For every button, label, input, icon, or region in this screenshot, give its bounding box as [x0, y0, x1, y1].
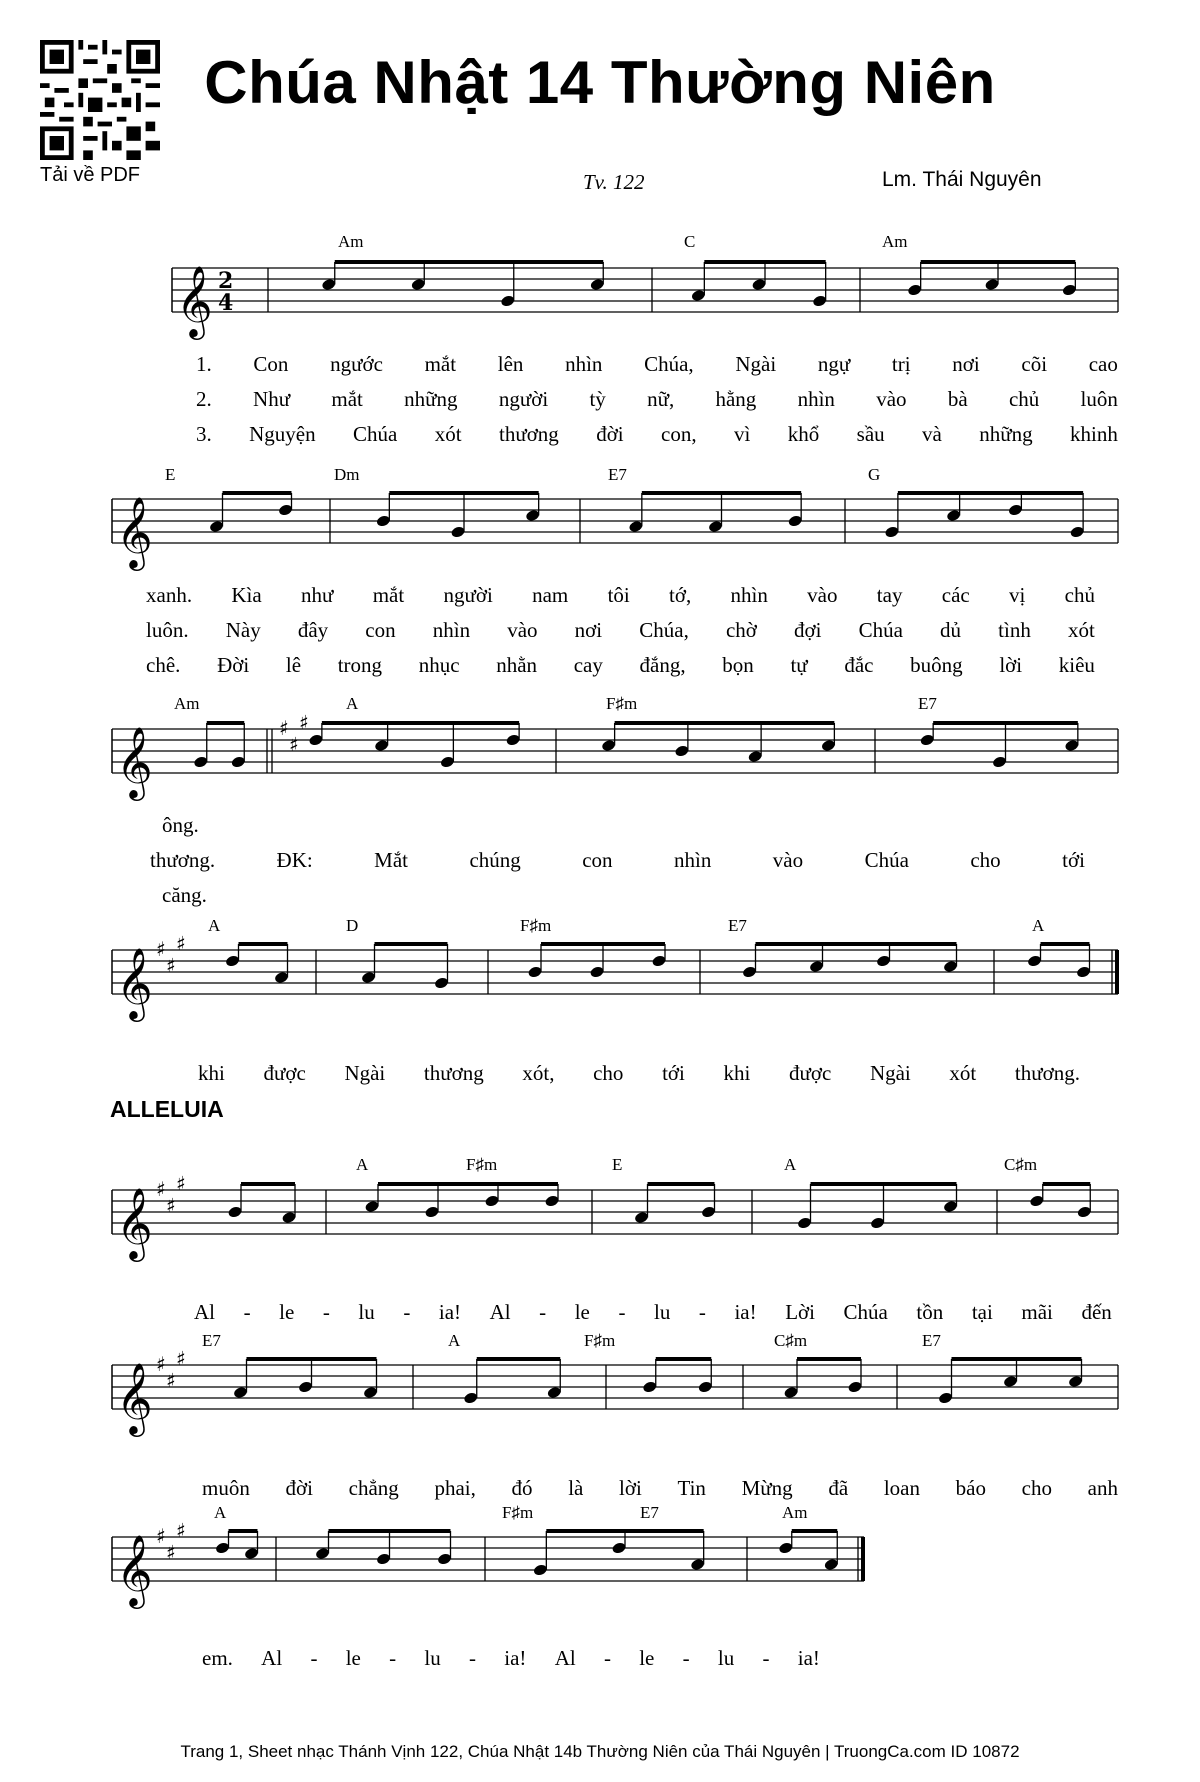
treble-clef-icon: 𝄞 — [116, 946, 153, 1019]
lyric-syllable: đây — [297, 618, 329, 642]
lyric-syllable: Chúa — [353, 422, 398, 446]
lyric-syllable: Chúa — [864, 848, 909, 872]
time-signature-top: 2 — [218, 268, 234, 294]
lyric-syllable: Mừng — [741, 1476, 793, 1500]
lyric-syllable: ĐK: — [276, 848, 313, 872]
treble-clef-icon: 𝄞 — [116, 1533, 153, 1606]
lyric-syllable: mãi — [1021, 1300, 1053, 1324]
lyric-syllable: Ngài — [735, 352, 777, 376]
lyric-syllable: Đời — [217, 653, 250, 677]
composer: Lm. Thái Nguyên — [882, 168, 1042, 191]
final-barline — [1115, 950, 1119, 994]
lyric-syllable: vì — [734, 422, 751, 446]
lyric-syllable: được — [263, 1061, 306, 1085]
chord-symbol: A — [784, 1155, 797, 1174]
lyric-syllable: chẳng — [348, 1476, 399, 1500]
chord-symbol: F♯m — [606, 694, 638, 713]
lyric-syllable: ông. — [162, 813, 199, 837]
sharp-icon: ♯ — [156, 1177, 166, 1201]
lyric-syllable: Kìa — [231, 583, 262, 607]
lyric-syllable: đời — [596, 422, 624, 446]
sharp-icon: ♯ — [156, 1524, 166, 1548]
lyric-syllable: - — [322, 1300, 330, 1324]
lyric-syllable: anh — [1087, 1476, 1118, 1500]
lyric-syllable: lu — [424, 1646, 441, 1670]
time-signature-bottom: 4 — [218, 290, 234, 316]
lyric-syllable: đã — [828, 1476, 849, 1500]
chord-symbol: Am — [338, 232, 364, 251]
chord-symbol: C♯m — [774, 1331, 808, 1350]
lyric-syllable: khinh — [1070, 422, 1118, 446]
lyric-line — [202, 1476, 1118, 1501]
lyric-syllable: đắc — [844, 653, 874, 677]
lyric-syllable: xót, — [522, 1061, 555, 1085]
lyric-syllable: và — [922, 422, 942, 446]
lyric-syllable: người — [498, 387, 549, 411]
lyric-syllable: tồn — [916, 1300, 944, 1324]
page-title: Chúa Nhật 14 Thường Niên — [204, 49, 996, 116]
chord-symbol: E7 — [918, 694, 937, 713]
lyric-line — [162, 813, 220, 838]
lyric-syllable: - — [762, 1646, 770, 1670]
chord-symbol: F♯m — [520, 916, 552, 935]
lyric-syllable: chúng — [469, 848, 521, 872]
lyric-syllable: loan — [883, 1476, 920, 1500]
lyric-line — [162, 883, 220, 908]
lyric-syllable: Mắt — [374, 848, 408, 872]
lyric-syllable: vào — [876, 387, 907, 411]
chord-symbol: D — [346, 916, 359, 935]
lyric-syllable: vào — [807, 583, 838, 607]
final-barline — [861, 1537, 865, 1581]
lyric-syllable: nhằn — [496, 653, 538, 677]
lyric-syllable: - — [539, 1300, 547, 1324]
lyric-syllable: tình — [998, 618, 1031, 642]
lyric-syllable: ia! — [797, 1646, 820, 1670]
lyric-syllable: tỳ — [589, 387, 606, 411]
lyric-line — [196, 352, 1118, 377]
lyric-syllable: khi — [723, 1061, 751, 1085]
lyric-syllable: nhìn — [432, 618, 471, 642]
lyric-syllable: những — [404, 387, 458, 411]
lyric-line — [194, 1300, 1112, 1325]
sharp-icon: ♯ — [176, 1346, 186, 1371]
lyric-syllable: đắng, — [639, 653, 686, 677]
chord-symbol: E7 — [640, 1503, 659, 1522]
lyric-syllable: cao — [1088, 352, 1118, 376]
lyric-syllable: đó — [511, 1476, 533, 1500]
lyric-syllable: lu — [358, 1300, 375, 1324]
lyric-syllable: tại — [971, 1300, 993, 1324]
lyric-syllable: em. — [202, 1646, 233, 1670]
lyric-syllable: như — [301, 583, 334, 607]
lyric-syllable: bọn — [722, 653, 754, 677]
lyric-syllable: Con — [253, 352, 289, 376]
lyric-syllable: nhìn — [797, 387, 835, 411]
chord-symbol: F♯m — [502, 1503, 534, 1522]
lyric-syllable: đợi — [794, 618, 822, 642]
chord-symbol: G — [868, 465, 881, 484]
chord-symbol: E7 — [202, 1331, 221, 1350]
lyric-syllable: đời — [285, 1476, 313, 1500]
lyric-syllable: chủ — [1064, 583, 1095, 607]
lyric-syllable: chê. — [146, 653, 181, 677]
lyric-syllable: - — [682, 1646, 690, 1670]
lyric-syllable: con, — [661, 422, 697, 446]
lyric-syllable: nhìn — [674, 848, 712, 872]
lyric-syllable: nơi — [952, 352, 980, 376]
treble-clef-icon: 𝄞 — [116, 1186, 153, 1259]
psalm-reference: Tv. 122 — [583, 170, 645, 194]
lyric-syllable: Chúa, — [639, 618, 689, 642]
chord-symbol: C♯m — [1004, 1155, 1038, 1174]
sharp-icon: ♯ — [166, 953, 176, 978]
lyric-syllable: con — [582, 848, 613, 872]
lyric-syllable: xanh. — [146, 583, 193, 607]
lyric-syllable: Nguyện — [249, 422, 316, 446]
lyric-syllable: tôi — [607, 583, 630, 607]
chord-symbol: Dm — [334, 465, 360, 484]
lyric-syllable: Al — [261, 1646, 283, 1670]
lyric-syllable: - — [389, 1646, 397, 1670]
lyric-line — [150, 848, 1085, 873]
lyric-syllable: xót — [434, 422, 462, 446]
lyric-syllable: ia! — [438, 1300, 462, 1324]
lyric-syllable: cho — [1021, 1476, 1052, 1500]
lyric-syllable: 1. — [196, 352, 212, 376]
music-staff — [0, 1335, 1200, 1455]
lyric-syllable: Ngài — [869, 1061, 911, 1085]
music-staff — [0, 469, 1200, 589]
lyric-line — [198, 1061, 1080, 1086]
lyric-syllable: Chúa, — [644, 352, 694, 376]
chord-symbol: Am — [174, 694, 200, 713]
lyric-syllable: - — [603, 1646, 611, 1670]
lyric-syllable: những — [979, 422, 1033, 446]
lyric-line — [196, 422, 1118, 447]
sharp-icon: ♯ — [166, 1368, 176, 1393]
sharp-icon: ♯ — [166, 1540, 176, 1565]
lyric-syllable: báo — [955, 1476, 986, 1500]
lyric-syllable: Lời — [785, 1300, 815, 1324]
chord-symbol: Am — [882, 232, 908, 251]
chord-symbol: A — [214, 1503, 227, 1522]
sharp-icon: ♯ — [289, 732, 299, 757]
lyric-syllable: - — [310, 1646, 318, 1670]
lyric-syllable: ia! — [504, 1646, 527, 1670]
page-footer: Trang 1, Sheet nhạc Thánh Vịnh 122, Chúa Nhật 14b Thường Niên của Thái Nguyên | TruongCa.com ID 10872 — [180, 1742, 1020, 1761]
lyric-syllable: bà — [947, 387, 968, 411]
chord-symbol: E7 — [922, 1331, 941, 1350]
lyric-syllable: 3. — [196, 422, 212, 446]
lyric-syllable: Như — [253, 387, 291, 411]
music-staff — [0, 1507, 1200, 1627]
lyric-syllable: Al — [194, 1300, 215, 1324]
lyric-syllable: ngự — [817, 352, 851, 376]
lyric-syllable: le — [279, 1300, 295, 1324]
chord-symbol: Am — [782, 1503, 808, 1522]
lyric-syllable: các — [941, 583, 970, 607]
chord-symbol: A — [356, 1155, 369, 1174]
lyric-syllable: le — [345, 1646, 361, 1670]
lyric-syllable: Chúa — [858, 618, 903, 642]
lyric-syllable: tới — [1062, 848, 1085, 872]
chord-symbol: E — [165, 465, 176, 484]
sharp-icon: ♯ — [176, 1518, 186, 1543]
lyric-syllable: nhìn — [565, 352, 603, 376]
lyric-syllable: nơi — [574, 618, 603, 642]
lyric-syllable: le — [639, 1646, 655, 1670]
lyric-syllable: phai, — [434, 1476, 476, 1500]
lyric-syllable: Al — [554, 1646, 576, 1670]
lyric-syllable: lời — [999, 653, 1023, 677]
lyric-syllable: lu — [654, 1300, 671, 1324]
lyric-syllable: luôn. — [146, 618, 189, 642]
lyric-syllable: được — [788, 1061, 832, 1085]
lyric-syllable: khổ — [787, 422, 820, 446]
sharp-icon: ♯ — [166, 1193, 176, 1218]
lyric-syllable: xót — [949, 1061, 977, 1085]
download-pdf-link[interactable]: Tải về PDF — [40, 164, 141, 186]
chord-symbol: E7 — [728, 916, 747, 935]
chord-symbol: F♯m — [466, 1155, 498, 1174]
chord-symbol: F♯m — [584, 1331, 616, 1350]
lyric-syllable: Này — [225, 618, 261, 642]
lyric-syllable: cõi — [1021, 352, 1048, 376]
lyric-line — [196, 387, 1118, 412]
lyric-syllable: tớ, — [669, 583, 692, 607]
lyric-syllable: thương. — [150, 848, 216, 872]
chord-symbol: E — [612, 1155, 623, 1174]
lyric-syllable: xót — [1067, 618, 1095, 642]
section-alleluia-heading: ALLELUIA — [110, 1096, 224, 1122]
chord-symbol: A — [448, 1331, 461, 1350]
music-staff — [0, 699, 1200, 819]
lyric-syllable: lên — [497, 352, 524, 376]
music-staff — [0, 238, 1200, 358]
lyric-syllable: mắt — [331, 387, 363, 411]
treble-clef-icon: 𝄞 — [116, 495, 153, 568]
lyric-syllable: cho — [593, 1061, 624, 1085]
chord-symbol: C — [684, 232, 696, 251]
lyric-syllable: - — [469, 1646, 476, 1670]
lyric-syllable: 2. — [196, 387, 212, 411]
lyric-syllable: cay — [573, 653, 603, 677]
lyric-syllable: chủ — [1008, 387, 1040, 411]
lyric-syllable: sầu — [856, 422, 885, 446]
lyric-syllable: ngước — [330, 352, 383, 376]
lyric-syllable: tới — [662, 1061, 685, 1085]
lyric-syllable: trị — [891, 352, 911, 376]
lyric-syllable: - — [618, 1300, 626, 1324]
lyric-syllable: đến — [1081, 1300, 1112, 1324]
sharp-icon: ♯ — [279, 716, 289, 740]
lyric-syllable: - — [403, 1300, 411, 1324]
lyric-syllable: lê — [285, 653, 302, 677]
lyric-syllable: Chúa — [843, 1300, 888, 1324]
lyric-syllable: - — [698, 1300, 706, 1324]
lyric-syllable: khi — [198, 1061, 225, 1085]
lyric-syllable: người — [443, 583, 493, 607]
lyric-line — [146, 653, 1095, 678]
lyric-syllable: buông — [910, 653, 963, 677]
lyric-syllable: nữ, — [647, 387, 675, 411]
lyric-syllable: thương. — [1014, 1061, 1080, 1085]
treble-clef-icon: 𝄞 — [176, 264, 213, 337]
chord-symbol: A — [346, 694, 359, 713]
lyric-syllable: thương — [498, 422, 559, 446]
lyric-syllable: tay — [876, 583, 903, 607]
sharp-icon: ♯ — [156, 1352, 166, 1376]
lyric-syllable: Tin — [677, 1476, 706, 1500]
lyric-syllable: vào — [507, 618, 538, 642]
chord-symbol: A — [1032, 916, 1045, 935]
lyric-syllable: kiêu — [1058, 653, 1095, 677]
lyric-syllable: vào — [772, 848, 804, 872]
treble-clef-icon: 𝄞 — [116, 1361, 153, 1434]
music-staff — [0, 1160, 1200, 1280]
lyric-line — [146, 583, 1095, 608]
lyric-syllable: nam — [532, 583, 569, 607]
lyric-line — [202, 1646, 820, 1671]
lyric-syllable: mắt — [424, 352, 457, 376]
lyric-syllable: là — [568, 1476, 584, 1500]
lyric-syllable: căng. — [162, 883, 207, 907]
lyric-syllable: mắt — [372, 583, 405, 607]
lyric-syllable: nhục — [418, 653, 460, 677]
sharp-icon: ♯ — [176, 931, 186, 956]
lyric-syllable: dủ — [940, 618, 962, 642]
lyric-syllable: muôn — [202, 1476, 250, 1500]
sharp-icon: ♯ — [176, 1171, 186, 1196]
chord-symbol: A — [208, 916, 221, 935]
lyric-syllable: lu — [717, 1646, 735, 1670]
lyric-syllable: cho — [970, 848, 1001, 872]
lyric-syllable: nhìn — [730, 583, 768, 607]
lyric-syllable: Ngài — [344, 1061, 386, 1085]
music-staff — [0, 920, 1200, 1040]
lyric-syllable: trong — [337, 653, 383, 677]
lyric-syllable: le — [574, 1300, 590, 1324]
lyric-syllable: Al — [489, 1300, 511, 1324]
chord-symbol: E7 — [608, 465, 627, 484]
lyric-syllable: tự — [790, 653, 808, 677]
lyric-syllable: luôn — [1080, 387, 1118, 411]
lyric-syllable: chờ — [725, 618, 757, 642]
lyric-syllable: hằng — [715, 387, 757, 411]
lyric-syllable: thương — [423, 1061, 484, 1085]
treble-clef-icon: 𝄞 — [116, 725, 153, 798]
lyric-syllable: vị — [1009, 583, 1026, 607]
lyric-line — [146, 618, 1095, 643]
lyric-syllable: ia! — [734, 1300, 757, 1324]
sharp-icon: ♯ — [299, 710, 309, 735]
sharp-icon: ♯ — [156, 937, 166, 961]
lyric-syllable: con — [365, 618, 396, 642]
lyric-syllable: - — [243, 1300, 251, 1324]
lyric-syllable: lời — [619, 1476, 642, 1500]
